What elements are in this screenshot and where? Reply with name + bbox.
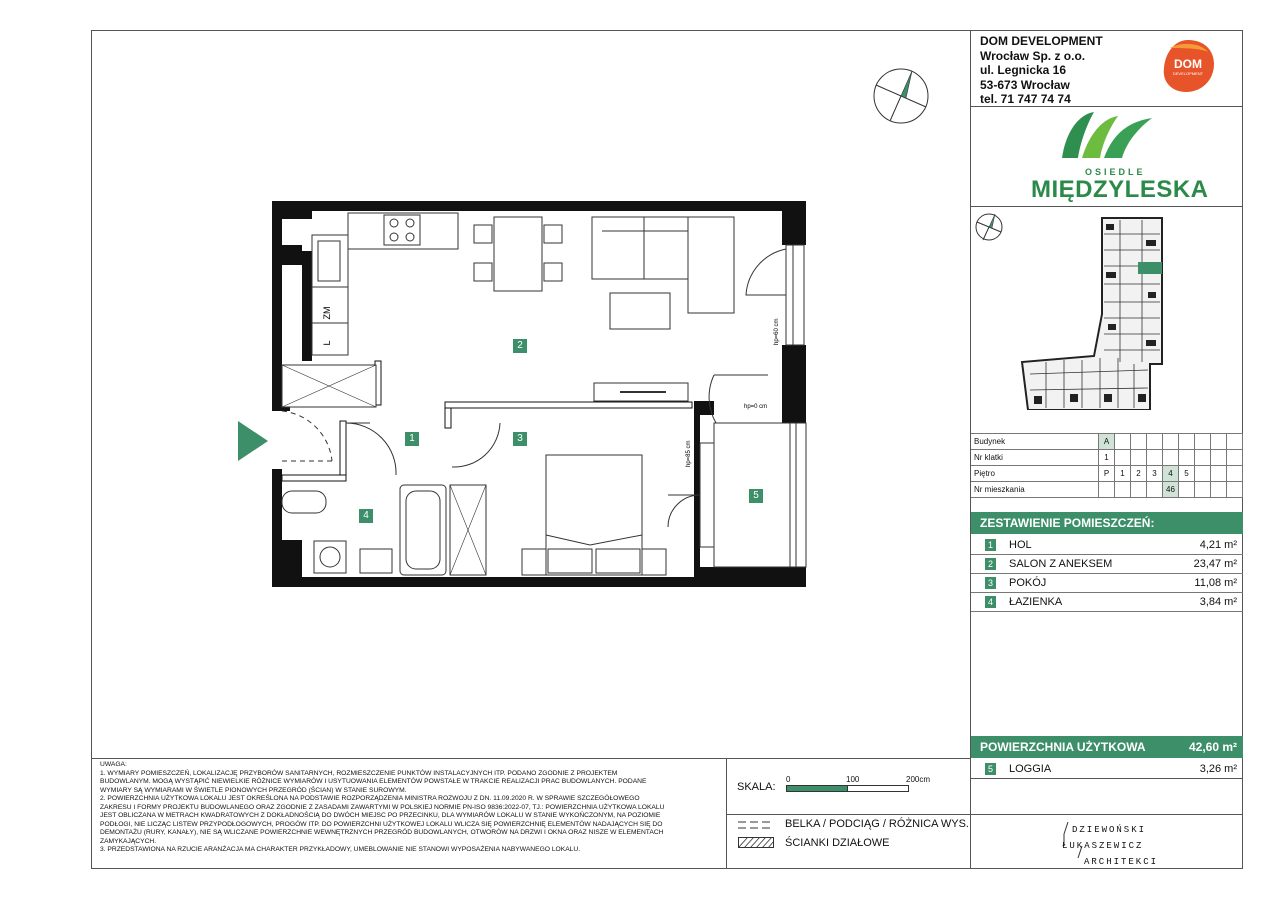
- company-line: 53-673 Wrocław: [980, 77, 1070, 92]
- info-cell: [1099, 482, 1115, 498]
- legend-walls: ŚCIANKI DZIAŁOWE: [785, 837, 890, 849]
- info-cell: [1227, 482, 1243, 498]
- info-cell: [1227, 450, 1243, 466]
- info-cell: [1227, 434, 1243, 450]
- room-tag-3: 3: [513, 432, 527, 446]
- company-line: ul. Legnicka 16: [980, 63, 1067, 77]
- company-line: tel. 71 747 74 74: [980, 92, 1071, 106]
- architect-text: [1062, 822, 1158, 870]
- info-cell: [1211, 434, 1227, 450]
- location-table: [971, 433, 1243, 498]
- info-cell: [1131, 482, 1147, 498]
- entrance-arrow-icon: [238, 421, 268, 461]
- info-cell: [1115, 434, 1131, 450]
- info-cell: [1131, 450, 1147, 466]
- info-cell: [1211, 450, 1227, 466]
- architect-line: ŁUKASZEWICZ: [1062, 841, 1144, 851]
- info-cell: 3: [1147, 466, 1163, 482]
- room-row: [971, 593, 1243, 612]
- info-cell: [1163, 450, 1179, 466]
- scale-bar-filled: [786, 785, 848, 792]
- brand-small: OSIEDLE: [1085, 167, 1146, 177]
- room-tag-4: 4: [359, 509, 373, 523]
- info-cell: [1147, 450, 1163, 466]
- info-row-label: Nr mieszkania: [971, 482, 1099, 498]
- info-cell: [1131, 434, 1147, 450]
- company-info: [980, 34, 1103, 107]
- info-cell: [1211, 482, 1227, 498]
- room-name: SALON Z ANEKSEM: [1009, 558, 1113, 570]
- info-cell: [1163, 434, 1179, 450]
- notes: [100, 761, 722, 855]
- scale-tick: 0: [786, 775, 791, 784]
- room-area: 11,08 m²: [1194, 577, 1237, 589]
- room-number: 2: [985, 558, 996, 570]
- scale-label: SKALA:: [737, 781, 776, 793]
- room-name: POKÓJ: [1009, 577, 1047, 589]
- info-cell: [1179, 482, 1195, 498]
- info-row-label: Piętro: [971, 466, 1099, 482]
- architect-line: ARCHITEKCI: [1084, 857, 1159, 867]
- info-cell: [1147, 482, 1163, 498]
- note-item: 2. POWIERZCHNIA UŻYTKOWA LOKALU JEST OKREŚLONA NA PODSTAWIE ROZPORZĄDZENIA MINISTRA ROZWOJU Z DN. 11.09.2020 R. W SPRAWIE SZCZEGÓŁOWEGO ZAKRESU I FORMY PROJEKTU BUDOWLANEGO ORAZ ZGODNIE Z ZASADAMI ZAWARTYMI W POLSKIEJ NORMIE PN-ISO 9836:2022-07, TJ.: POWIERZCHNIA UŻYTKOWA LOKALU JEST OBLICZANA W METRACH KWADRATOWYCH Z DOKŁADNOŚCIĄ DO DWÓCH MIEJSC PO PRZECINKU, DLA WYMIARÓW LOKALU W STANIE WYKOŃCZONYM, NA POZIOMIE PODŁOGI, NIE LICZĄC LISTEW PRZYPODŁOGOWYCH, PROGÓW ITP. DO POWIERZCHNI UŻYTKOWEJ LOKALU WLICZA SIĘ POWIERZCHNIĘ ELEMENTÓW NADAJĄCYCH SIĘ DO DEMONTAŻU (RURY, KANAŁY), NIE SĄ WLICZANE POWIERZCHNIE WEWNĘTRZNYCH PRZEGRÓD BUDOWLANYCH, OTWORÓW NA DRZWI I OKNA ORAZ NISZE W ELEMENTACH ZAMYKAJĄCYCH.: [100, 795, 665, 845]
- info-cell: 4: [1163, 466, 1179, 482]
- info-row-label: Nr klatki: [971, 450, 1099, 466]
- room-name: LOGGIA: [1009, 763, 1052, 775]
- walls-legend-icon: [738, 837, 774, 848]
- room-number: 5: [985, 763, 996, 775]
- info-cell: P: [1099, 466, 1115, 482]
- floor-plan: [230, 195, 810, 595]
- architect-line: DZIEWOŃSKI: [1072, 825, 1147, 835]
- info-row: [971, 434, 1243, 450]
- compass-icon: [872, 67, 930, 125]
- fridge-label: ZM: [322, 306, 332, 320]
- info-cell: 1: [1115, 466, 1131, 482]
- building-key-plan: [1020, 214, 1170, 410]
- room-area: 4,21 m²: [1199, 539, 1237, 551]
- scale-bar-empty: [847, 785, 909, 792]
- room-name: HOL: [1009, 539, 1032, 551]
- info-cell: [1195, 450, 1211, 466]
- info-cell: [1115, 450, 1131, 466]
- divider: [91, 758, 970, 759]
- info-cell: [1211, 466, 1227, 482]
- height-label: hp=0 cm: [744, 404, 768, 410]
- notes-title: UWAGA:: [100, 761, 127, 768]
- dom-development-logo: [1160, 38, 1216, 94]
- dom-logo-sub: DEVELOPMENT: [1172, 71, 1204, 76]
- info-row-label: Budynek: [971, 434, 1099, 450]
- loggia-row: [971, 760, 1243, 778]
- divider: [726, 814, 1243, 815]
- rooms-header: ZESTAWIENIE POMIESZCZEŃ:: [971, 512, 1243, 534]
- info-cell: 46: [1163, 482, 1179, 498]
- info-row: [971, 450, 1243, 466]
- info-cell: [1179, 450, 1195, 466]
- room-number: 1: [985, 539, 996, 551]
- info-cell: A: [1099, 434, 1115, 450]
- room-number: 3: [985, 577, 996, 589]
- highlighted-apartment: [1138, 262, 1162, 274]
- compass-small-icon: [974, 212, 1004, 242]
- divider: [970, 778, 1243, 779]
- brand-name: MIĘDZYLESKA: [1031, 176, 1209, 203]
- room-row: [971, 555, 1243, 574]
- info-cell: [1195, 466, 1211, 482]
- room-number: 4: [985, 596, 996, 608]
- total-area-bar: [971, 736, 1243, 758]
- scale-tick: 200cm: [906, 775, 931, 784]
- legend-beam: BELKA / PODCIĄG / RÓŻNICA WYS.: [785, 818, 969, 830]
- room-tag-5: 5: [749, 489, 763, 503]
- info-row: [971, 482, 1243, 498]
- room-area: 3,84 m²: [1199, 596, 1237, 608]
- height-label: hp=60 cm: [774, 318, 780, 345]
- scale-tick: 100: [846, 775, 860, 784]
- info-cell: [1179, 434, 1195, 450]
- room-name: ŁAZIENKA: [1009, 596, 1063, 608]
- room-tag-1: 1: [405, 432, 419, 446]
- dom-logo-text: DOM: [1174, 57, 1202, 71]
- miedzyleska-leaf-icon: [1060, 110, 1155, 162]
- room-area: 3,26 m²: [1199, 763, 1237, 775]
- info-cell: 1: [1099, 450, 1115, 466]
- info-cell: [1227, 466, 1243, 482]
- note-item: 1. WYMIARY POMIESZCZEŃ, LOKALIZACJĘ PRZYBORÓW SANITARNYCH, ROZMIESZCZENIE PUNKTÓW INSTALACYJNYCH ITP. PODANO ZGODNIE Z PROJEKTEM BUDOWLANYM. MOGĄ WYSTĄPIĆ NIEWIELKIE RÓŻNICE WYMIARÓW I USYTUOWANIA ELEMENTÓW POWSTAŁE W TRAKCIE REALIZACJI PRAC BUDOWLANYCH. PODANE WYMIARY SĄ WYMIARAMI W ŚWIETLE PIONOWYCH PRZEGRÓD (ŚCIAN) W STANIE SUROWYM.: [100, 769, 647, 794]
- info-cell: [1147, 434, 1163, 450]
- info-cell: 2: [1131, 466, 1147, 482]
- company-line: Wrocław Sp. z o.o.: [980, 48, 1086, 63]
- company-line: DOM DEVELOPMENT: [980, 34, 1103, 48]
- room-row: [971, 536, 1243, 555]
- fridge-label: L: [322, 340, 332, 346]
- total-area-label: POWIERZCHNIA UŻYTKOWA: [980, 740, 1146, 754]
- info-cell: [1195, 434, 1211, 450]
- room-row: [971, 574, 1243, 593]
- info-cell: 5: [1179, 466, 1195, 482]
- note-item: 3. PRZEDSTAWIONA NA RZUCIE ARANŻACJA MA CHARAKTER PRZYKŁADOWY, UMEBLOWANIE NIE STANOWI WYPOSAŻENIA NABYWANEGO LOKALU.: [100, 846, 581, 853]
- divider: [970, 206, 1243, 207]
- info-row: [971, 466, 1243, 482]
- info-cell: [1115, 482, 1131, 498]
- room-tag-2: 2: [513, 339, 527, 353]
- height-label: hp=85 cm: [686, 440, 692, 467]
- room-area: 23,47 m²: [1193, 558, 1237, 570]
- info-cell: [1195, 482, 1211, 498]
- total-area-value: 42,60 m²: [1188, 740, 1237, 754]
- beam-legend-icon: [738, 820, 778, 830]
